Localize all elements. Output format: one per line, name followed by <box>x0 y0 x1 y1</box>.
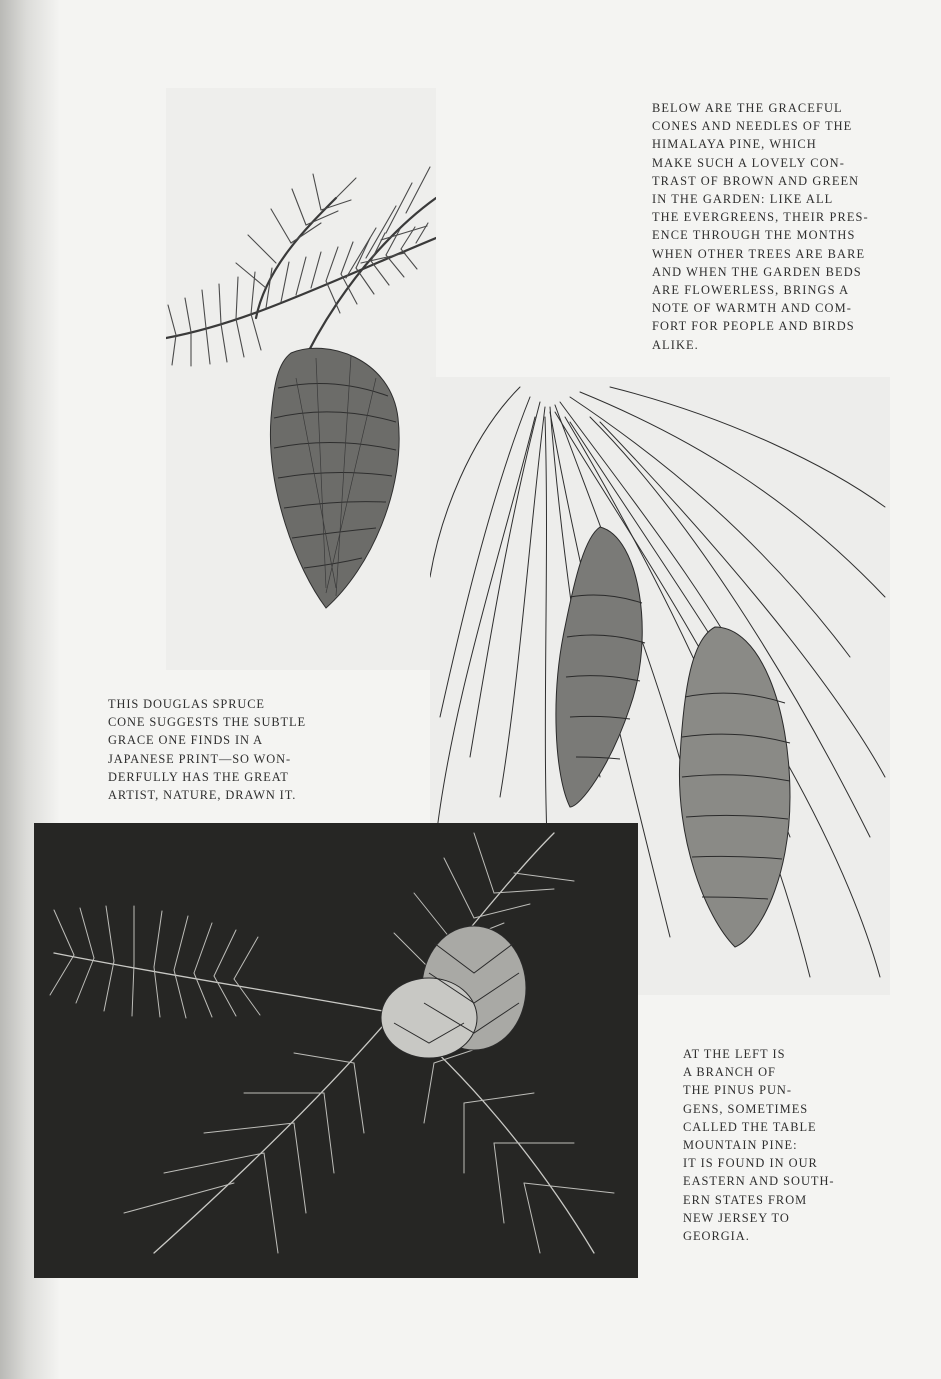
caption-line: GENS, SOMETIMES <box>683 1101 809 1116</box>
table-mountain-pine-photo <box>34 823 638 1278</box>
caption-line: AND WHEN THE GARDEN BEDS <box>652 264 862 279</box>
caption-line: ENCE THROUGH THE MONTHS <box>652 228 856 243</box>
caption-line: BELOW ARE THE GRACEFUL <box>652 101 843 115</box>
caption-line: A BRANCH OF <box>683 1065 776 1080</box>
douglas-spruce-illustration <box>166 88 436 670</box>
caption-line: CONES AND NEEDLES OF THE <box>652 119 853 134</box>
caption-line: ALIKE. <box>652 337 699 352</box>
caption-line: IN THE GARDEN: LIKE ALL <box>652 192 834 207</box>
caption-line: ERN STATES FROM <box>683 1192 808 1207</box>
caption-line: NOTE OF WARMTH AND COM- <box>652 301 852 316</box>
caption-line: THE EVERGREENS, THEIR PRES- <box>652 210 869 225</box>
caption-line: ARE FLOWERLESS, BRINGS A <box>652 283 850 298</box>
caption-line: EASTERN AND SOUTH- <box>683 1174 835 1189</box>
caption-line: CALLED THE TABLE <box>683 1119 817 1134</box>
table-mountain-pine-illustration <box>34 823 638 1278</box>
caption-line: CONE SUGGESTS THE SUBTLE <box>108 715 306 730</box>
caption-douglas-spruce <box>108 695 306 804</box>
caption-line: DERFULLY HAS THE GREAT <box>108 769 289 784</box>
caption-line: ARTIST, NATURE, DRAWN IT. <box>108 788 297 803</box>
caption-line: GRACE ONE FINDS IN A <box>108 733 263 748</box>
caption-table-mountain-pine <box>683 1045 835 1245</box>
caption-line: MOUNTAIN PINE: <box>683 1138 798 1153</box>
caption-line: THIS DOUGLAS SPRUCE <box>108 697 265 711</box>
caption-line: WHEN OTHER TREES ARE BARE <box>652 246 866 261</box>
caption-line: HIMALAYA PINE, WHICH <box>652 137 817 152</box>
caption-line: NEW JERSEY TO <box>683 1210 790 1225</box>
caption-line: GEORGIA. <box>683 1229 750 1244</box>
caption-line: AT THE LEFT IS <box>683 1047 786 1061</box>
caption-line: JAPANESE PRINT—SO WON- <box>108 751 291 766</box>
douglas-spruce-photo <box>166 88 436 670</box>
caption-line: MAKE SUCH A LOVELY CON- <box>652 155 845 170</box>
caption-line: THE PINUS PUN- <box>683 1083 792 1098</box>
caption-line: FORT FOR PEOPLE AND BIRDS <box>652 319 855 334</box>
caption-line: TRAST OF BROWN AND GREEN <box>652 173 860 188</box>
caption-line: IT IS FOUND IN OUR <box>683 1156 818 1171</box>
caption-himalaya-pine <box>652 99 869 354</box>
